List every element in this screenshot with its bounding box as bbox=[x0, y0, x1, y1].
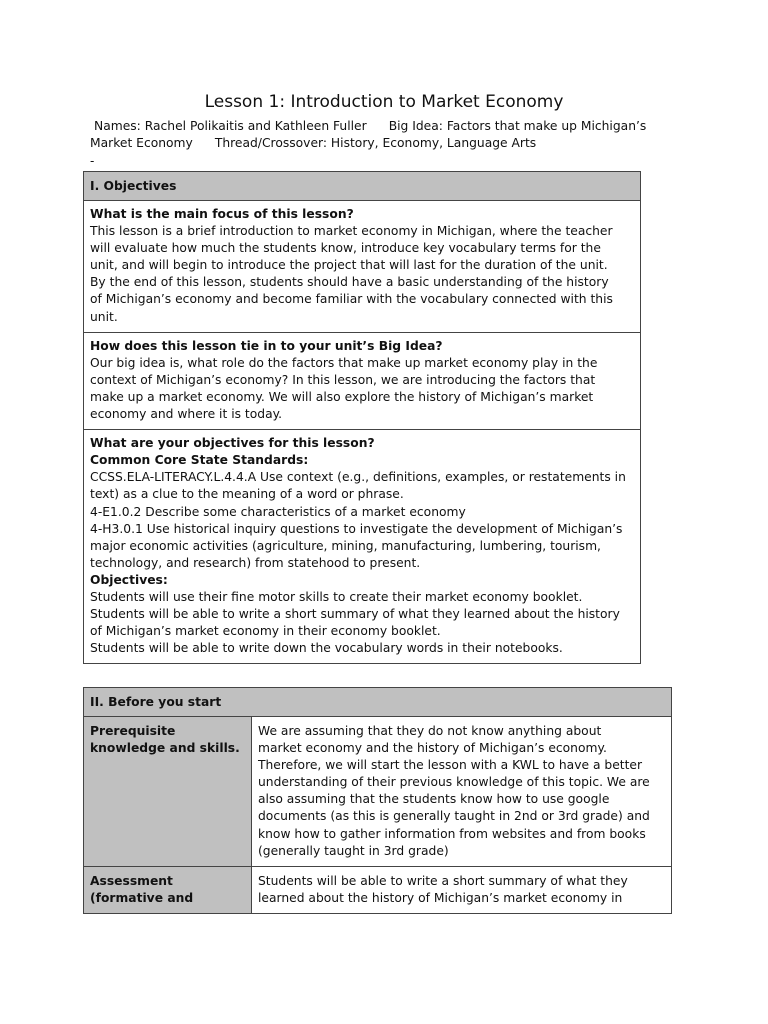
assessment-label bbox=[84, 867, 252, 913]
text-line: 4-H3.0.1 Use historical inquiry questions to investigate the development of Michigan’s bbox=[90, 521, 623, 536]
text-line: CCSS.ELA-LITERACY.L.4.4.A Use context (e.g., definitions, examples, or restatements in bbox=[90, 470, 626, 485]
text-line: unit. bbox=[90, 309, 118, 324]
focus-cell bbox=[84, 201, 640, 333]
focus-answer bbox=[90, 223, 634, 326]
names: Names: Rachel Polikaitis and Kathleen Fuller bbox=[94, 119, 367, 133]
tie-in-question: How does this lesson tie in to your unit’s Big Idea? bbox=[90, 338, 443, 353]
prerequisite-row bbox=[84, 717, 671, 867]
text-line: context of Michigan’s economy? In this lesson, we are introducing the factors that bbox=[90, 372, 596, 387]
stray-dash: - bbox=[90, 154, 95, 168]
text-line: documents (as this is generally taught in 2nd or 3rd grade) and bbox=[258, 809, 650, 824]
text-line: Therefore, we will start the lesson with a KWL to have a better bbox=[258, 758, 643, 773]
prerequisite-label bbox=[84, 717, 252, 866]
text-line: unit, and will begin to introduce the project that will last for the duration of the unit. bbox=[90, 258, 608, 273]
standards-label: Common Core State Standards: bbox=[90, 453, 309, 468]
objectives-list bbox=[90, 589, 634, 657]
text-line: Students will be able to write a short summary of what they learned about the history bbox=[90, 607, 620, 622]
text-line: major economic activities (agriculture, mining, manufacturing, lumbering, tourism, bbox=[90, 538, 601, 553]
objectives-label: Objectives: bbox=[90, 572, 168, 587]
text-line: make up a market economy. We will also explore the history of Michigan’s market bbox=[90, 389, 594, 404]
text-line: 4-E1.0.2 Describe some characteristics of a market economy bbox=[90, 504, 466, 519]
text-line: economy and where it is today. bbox=[90, 407, 283, 422]
text-line: know how to gather information from websites and from books bbox=[258, 826, 646, 841]
focus-question: What is the main focus of this lesson? bbox=[90, 207, 354, 221]
big-idea: Big Idea: Factors that make up Michigan’s bbox=[388, 119, 647, 133]
label-line: (formative and bbox=[90, 890, 194, 905]
text-line: text) as a clue to the meaning of a word or phrase. bbox=[90, 487, 404, 502]
label-line: Assessment bbox=[90, 873, 173, 888]
tie-in-cell bbox=[84, 333, 640, 430]
text-line: of Michigan’s market economy in their economy booklet. bbox=[90, 624, 441, 639]
objectives-section bbox=[83, 171, 641, 664]
text-line: technology, and research) from statehood to present. bbox=[90, 555, 421, 570]
text-line: Students will use their fine motor skills to create their market economy booklet. bbox=[90, 589, 583, 604]
assessment-row bbox=[84, 867, 671, 913]
standards-list bbox=[90, 469, 634, 572]
text-line: understanding of their previous knowledge of this topic. We are bbox=[258, 775, 650, 790]
label-line: knowledge and skills. bbox=[90, 741, 240, 756]
prerequisite-content bbox=[252, 717, 671, 866]
before-you-start-heading: II. Before you start bbox=[84, 688, 671, 717]
text-line: We are assuming that they do not know anything about bbox=[258, 724, 602, 738]
text-line: learned about the history of Michigan’s market economy in bbox=[258, 890, 623, 905]
big-idea-continued: Market Economy bbox=[90, 136, 193, 150]
text-line: also assuming that the students know how to use google bbox=[258, 792, 610, 807]
objectives-question: What are your objectives for this lesson? bbox=[90, 436, 375, 451]
text-line: Students will be able to write down the vocabulary words in their notebooks. bbox=[90, 641, 563, 656]
assessment-content bbox=[252, 867, 671, 913]
before-you-start-section bbox=[83, 687, 672, 914]
text-line: of Michigan’s economy and become familiar with the vocabulary connected with this bbox=[90, 292, 613, 307]
lesson-header-info bbox=[90, 118, 680, 152]
page-title: Lesson 1: Introduction to Market Economy bbox=[204, 92, 564, 112]
text-line: By the end of this lesson, students should have a basic understanding of the history bbox=[90, 275, 609, 290]
text-line: will evaluate how much the students know, introduce key vocabulary terms for the bbox=[90, 241, 601, 256]
label-line: Prerequisite bbox=[90, 724, 176, 738]
text-line: This lesson is a brief introduction to market economy in Michigan, where the teacher bbox=[90, 224, 613, 239]
lesson-objectives-cell bbox=[84, 430, 640, 663]
text-line: (generally taught in 3rd grade) bbox=[258, 843, 449, 858]
tie-in-answer bbox=[90, 355, 634, 423]
text-line: Students will be able to write a short summary of what they bbox=[258, 873, 628, 888]
text-line: market economy and the history of Michigan’s economy. bbox=[258, 741, 607, 756]
thread-crossover: Thread/Crossover: History, Economy, Language Arts bbox=[214, 136, 537, 150]
text-line: Our big idea is, what role do the factors that make up market economy play in the bbox=[90, 355, 598, 370]
objectives-heading: I. Objectives bbox=[84, 172, 640, 201]
